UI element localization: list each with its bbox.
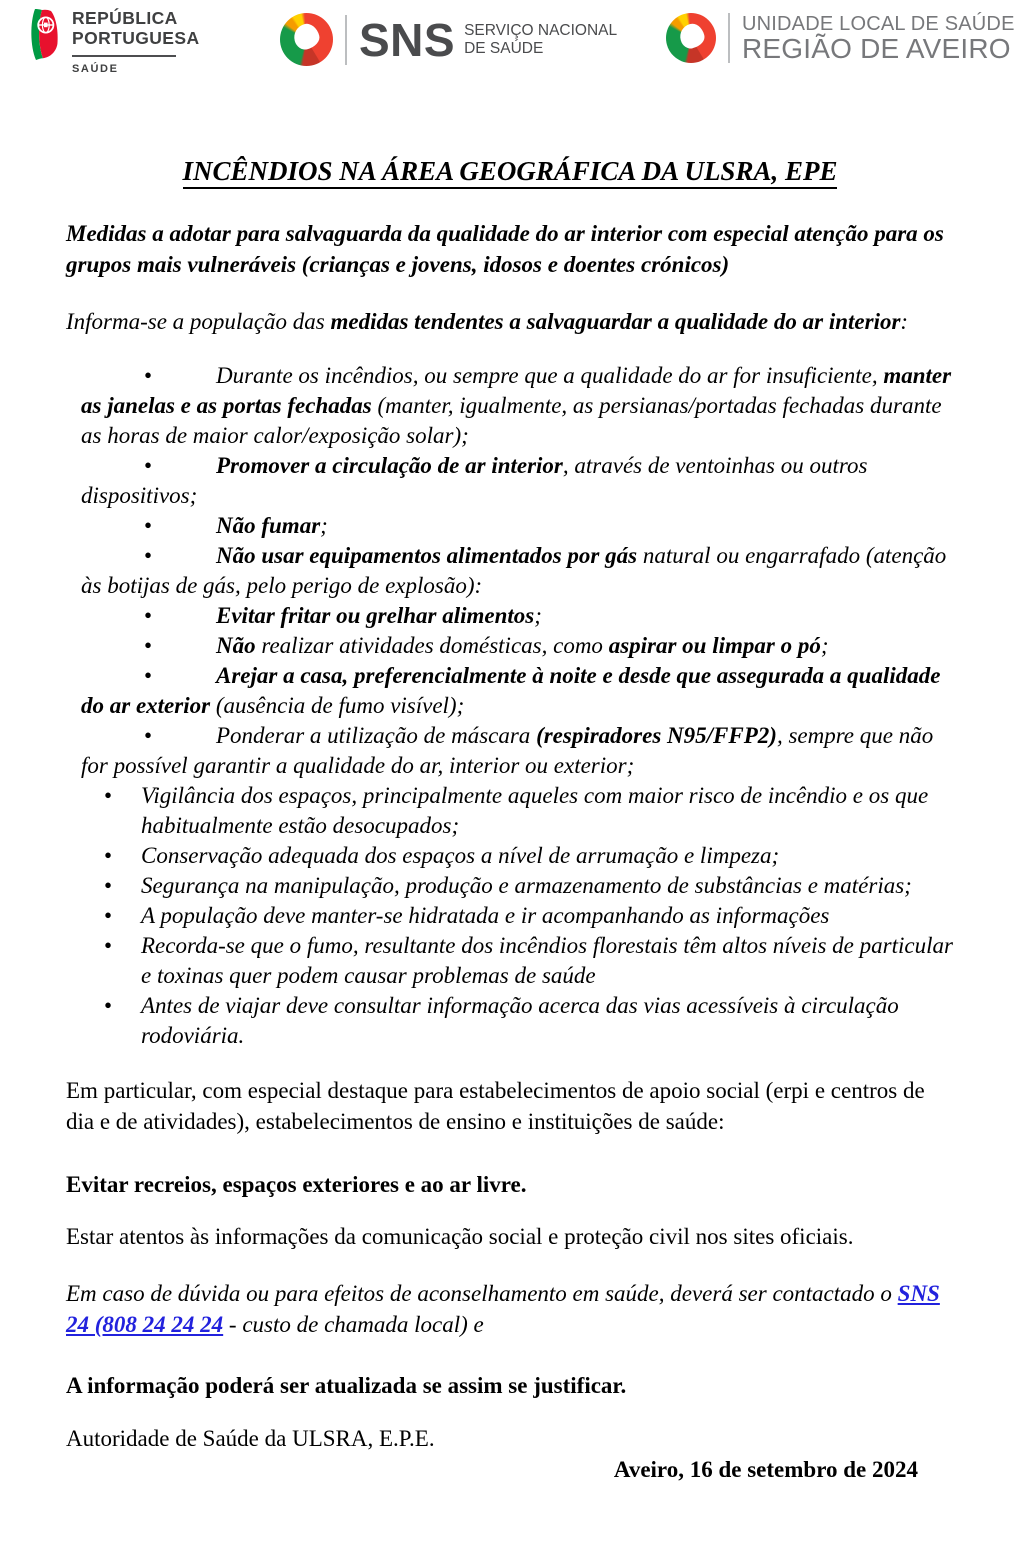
logo-divider-bar	[345, 15, 347, 65]
bullet-icon	[81, 631, 216, 661]
sns-sub-line1: SERVIÇO NACIONAL	[464, 22, 618, 39]
sns-swirl-icon	[280, 13, 333, 66]
gov-logo-line1: REPÚBLICA	[72, 8, 178, 28]
bullet-icon	[81, 661, 216, 691]
measures-list	[66, 361, 954, 1051]
bullet-icon	[104, 781, 141, 811]
gov-logo-divider	[72, 55, 176, 57]
gov-logo-dept: SAÚDE	[72, 63, 119, 75]
page-title: INCÊNDIOS NA ÁREA GEOGRÁFICA DA ULSRA, EPE	[66, 154, 954, 188]
uls-regiao-aveiro-logo	[666, 13, 1015, 63]
bullet-icon	[81, 511, 216, 541]
bullet-icon	[104, 931, 141, 961]
list-item: •Segurança na manipulação, produção e armazenamento de substâncias e matérias;	[104, 871, 954, 901]
paragraph-evitar-recreios: Evitar recreios, espaços exteriores e ao ar livre.	[66, 1172, 527, 1197]
gov-logo-line2: PORTUGUESA	[72, 28, 200, 48]
republica-portuguesa-logo	[28, 8, 199, 75]
bullet-icon	[104, 901, 141, 931]
intro-paragraph-informa: Informa-se a população das medidas tendentes a salvaguardar a qualidade do ar interior:	[66, 309, 909, 334]
bullet-icon	[81, 451, 216, 481]
signature-line: Autoridade de Saúde da ULSRA, E.P.E.	[66, 1426, 435, 1451]
list-item: •Recorda-se que o fumo, resultante dos incêndios florestais têm altos níveis de particular e toxinas quer podem causar problemas de saúde	[104, 931, 954, 991]
list-item: •Evitar fritar ou grelhar alimentos;	[81, 601, 954, 631]
uls-logo-line2: REGIÃO DE AVEIRO	[742, 33, 1011, 64]
list-item: •Ponderar a utilização de máscara (respiradores N95/FFP2), sempre que não for possível garantir a qualidade do ar, interior ou exterior;	[81, 721, 954, 781]
uls-logo-line1: UNIDADE LOCAL DE SAÚDE	[742, 13, 1015, 35]
dateline: Aveiro, 16 de setembro de 2024	[613, 1457, 918, 1482]
sns24-link[interactable]: SNS 24 (808 24 24 24	[66, 1281, 940, 1337]
list-item: •Arejar a casa, preferencialmente à noite e desde que assegurada a qualidade do ar exterior (ausência de fumo visível);	[81, 661, 954, 721]
list-item: •Não fumar;	[81, 511, 954, 541]
uls-swirl-icon	[666, 13, 716, 63]
document-header	[0, 0, 1024, 90]
intro-paragraph-medidas: Medidas a adotar para salvaguarda da qualidade do ar interior com especial atenção para os grupos mais vulneráveis (crianças e jovens, idosos e doentes crónicos)	[66, 221, 944, 277]
list-item: •Vigilância dos espaços, principalmente aqueles com maior risco de incêndio e os que habitualmente estão desocupados;	[104, 781, 954, 841]
sns-sub-line2: DE SAÚDE	[464, 39, 544, 57]
paragraph-em-particular: Em particular, com especial destaque para estabelecimentos de apoio social (erpi e centros de dia e de atividades), estabelecimentos de ensino e instituições de saúde:	[66, 1078, 925, 1134]
bullet-icon	[104, 871, 141, 901]
paragraph-informacao-atualizada: A informação poderá ser atualizada se assim se justificar.	[66, 1373, 627, 1398]
bullet-icon	[81, 601, 216, 631]
document-body	[0, 154, 1024, 1485]
list-item: •Não realizar atividades domésticas, como aspirar ou limpar o pó;	[81, 631, 954, 661]
bullet-icon	[81, 721, 216, 751]
paragraph-sns24-contact: Em caso de dúvida ou para efeitos de aconselhamento em saúde, deverá ser contactado o SNS 24 (808 24 24 24 - custo de chamada local) e	[66, 1281, 940, 1337]
bullet-icon	[104, 991, 141, 1021]
bullet-icon	[104, 841, 141, 871]
sns-abbr: SNS	[359, 13, 456, 66]
list-item: •Durante os incêndios, ou sempre que a qualidade do ar for insuficiente, manter as janelas e as portas fechadas (manter, igualmente, as persianas/portadas fechadas durante as horas de maior calor/exposição solar);	[81, 361, 954, 451]
bullet-icon	[81, 541, 216, 571]
portugal-flag-icon	[28, 8, 59, 75]
list-item: •Promover a circulação de ar interior, através de ventoinhas ou outros dispositivos;	[81, 451, 954, 511]
logo-divider-bar	[728, 13, 730, 63]
list-item: •A população deve manter-se hidratada e ir acompanhando as informações	[104, 901, 954, 931]
sns-logo	[280, 13, 617, 66]
list-item: •Não usar equipamentos alimentados por gás natural ou engarrafado (atenção às botijas de gás, pelo perigo de explosão):	[81, 541, 954, 601]
list-item: •Antes de viajar deve consultar informação acerca das vias acessíveis à circulação rodoviária.	[104, 991, 954, 1051]
bullet-icon	[81, 361, 216, 391]
paragraph-estar-atentos: Estar atentos às informações da comunicação social e proteção civil nos sites oficiais.	[66, 1224, 854, 1249]
list-item: •Conservação adequada dos espaços a nível de arrumação e limpeza;	[104, 841, 954, 871]
